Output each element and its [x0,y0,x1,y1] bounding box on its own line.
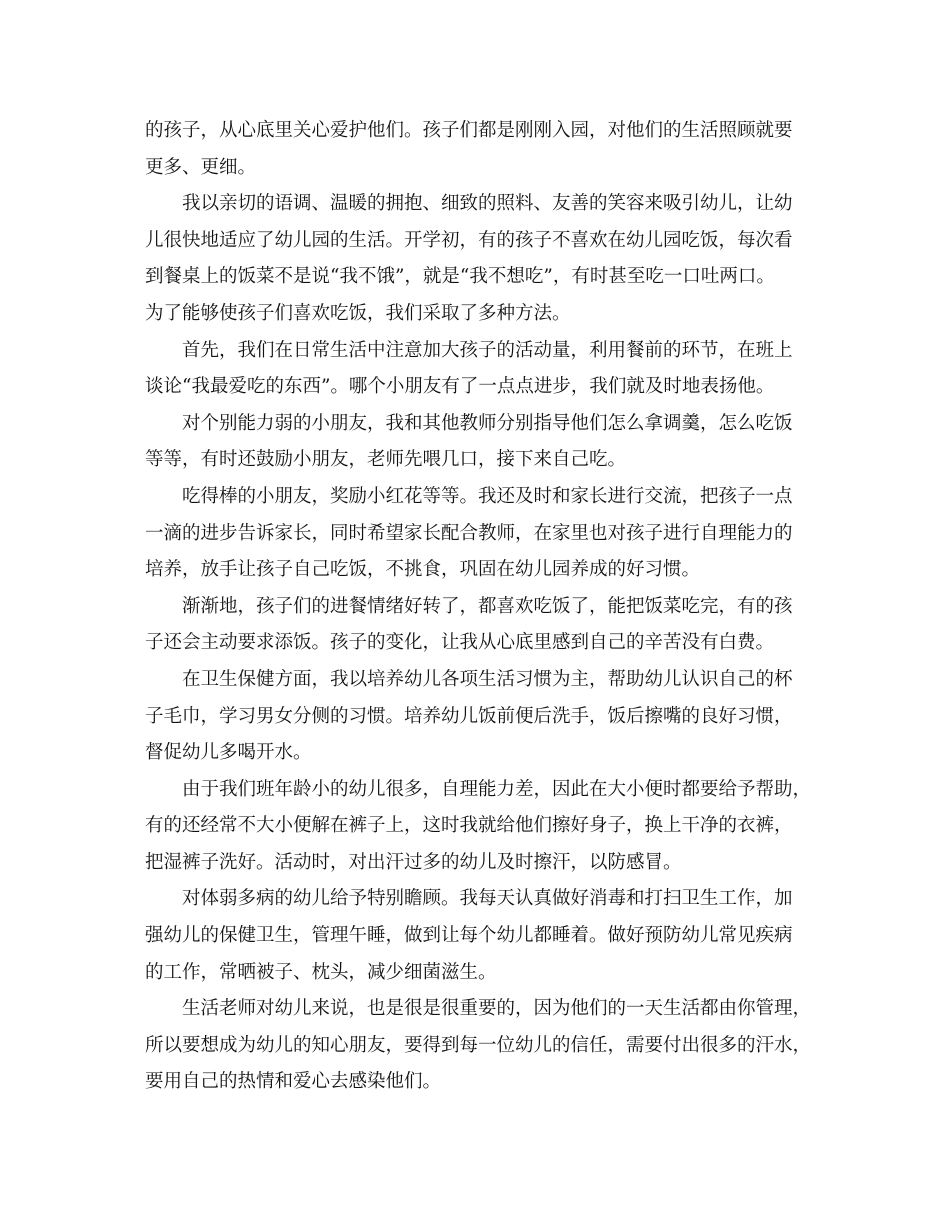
text-line: 培养，放手让孩子自己吃饭，不挑食，巩固在幼儿园养成的好习惯。 [145,559,701,581]
text-line: 对体弱多病的幼儿给予特别瞻顾。我每天认真做好消毒和打扫卫生工作，加 [182,888,793,910]
paragraph [145,186,813,332]
text-line: 由于我们班年龄小的幼儿很多，自理能力差，因此在大小便时都要给予帮助， [182,778,812,800]
paragraph [145,406,813,479]
text-line: 所以要想成为幼儿的知心朋友，要得到每一位幼儿的信任，需要付出很多的汗水， [145,1034,812,1056]
paragraph [145,589,813,662]
text-line: 在卫生保健方面，我以培养幼儿各项生活习惯为主，帮助幼儿认识自己的杯 [182,668,793,690]
paragraph [145,333,813,406]
text-line: 子毛巾，学习男女分侧的习惯。培养幼儿饭前便后洗手，饭后擦嘴的良好习惯， [145,705,793,727]
text-line: 我以亲切的语调、温暖的拥抱、细致的照料、友善的笑容来吸引幼儿，让幼 [182,193,793,215]
text-line: 为了能够使孩子们喜欢吃饭，我们采取了多种方法。 [145,302,571,324]
text-line: 要用自己的热情和爱心去感染他们。 [145,1071,442,1093]
text-line: 强幼儿的保健卫生，管理午睡，做到让每个幼儿都睡着。做好预防幼儿常见疾病 [145,925,793,947]
text-line: 谈论“我最爱吃的东西”。哪个小朋友有了一点点进步，我们就及时地表扬他。 [145,376,775,398]
text-line: 吃得棒的小朋友，奖励小红花等等。我还及时和家长进行交流，把孩子一点 [182,485,793,507]
text-line: 等等，有时还鼓励小朋友，老师先喂几口，接下来自己吃。 [145,449,627,471]
text-line: 有的还经常不大小便解在裤子上，这时我就给他们擦好身子，换上干净的衣裤， [145,815,793,837]
document-body [145,113,813,1101]
text-line: 把湿裤子洗好。活动时，对出汗过多的幼儿及时擦汗，以防感冒。 [145,851,682,873]
text-line: 首先，我们在日常生活中注意加大孩子的活动量，利用餐前的环节，在班上 [182,339,793,361]
text-line: 督促幼儿多喝开水。 [145,742,312,764]
paragraph [145,881,813,991]
text-line: 渐渐地，孩子们的进餐情绪好转了，都喜欢吃饭了，能把饭菜吃完，有的孩 [182,595,793,617]
text-line: 更多、更细。 [145,156,257,178]
text-line: 儿很快地适应了幼儿园的生活。开学初，有的孩子不喜欢在幼儿园吃饭，每次看 [145,229,793,251]
text-line: 对个别能力弱的小朋友，我和其他教师分别指导他们怎么拿调羹，怎么吃饭 [182,412,793,434]
text-line: 的工作，常晒被子、枕头，减少细菌滋生。 [145,961,497,983]
paragraph [145,991,813,1101]
paragraph [145,772,813,882]
paragraph [145,662,813,772]
text-line: 一滴的进步告诉家长，同时希望家长配合教师，在家里也对孩子进行自理能力的 [145,522,793,544]
text-line: 的孩子，从心底里关心爱护他们。孩子们都是刚刚入园，对他们的生活照顾就要 [145,120,793,141]
paragraph [145,479,813,589]
text-line: 生活老师对幼儿来说，也是很是很重要的，因为他们的一天生活都由你管理， [182,998,812,1020]
text-line: 子还会主动要求添饭。孩子的变化，让我从心底里感到自己的辛苦没有白费。 [145,632,775,654]
text-line: 到餐桌上的饭菜不是说“我不饿”，就是“我不想吃”，有时甚至吃一口吐两口。 [145,266,775,288]
paragraph [145,113,813,186]
